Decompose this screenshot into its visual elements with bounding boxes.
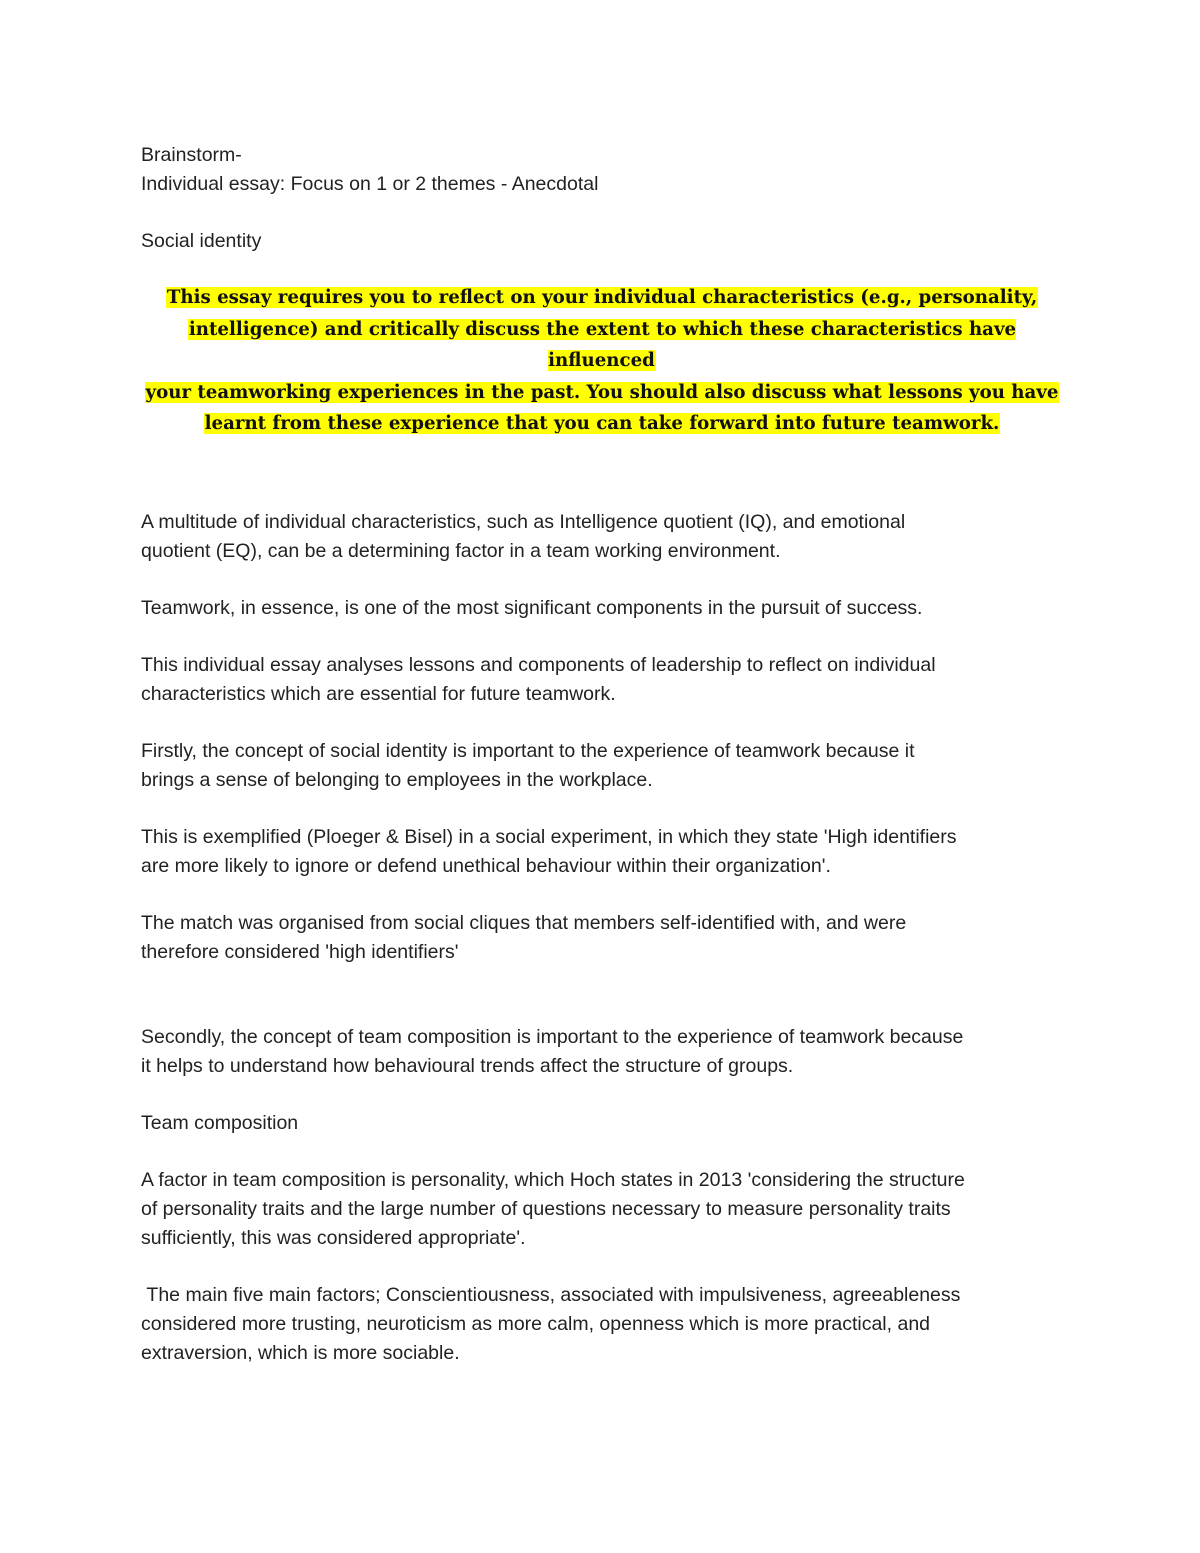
paragraph-line: This individual essay analyses lessons and components of leadership to reflect on individual bbox=[141, 653, 936, 676]
paragraph-line: sufficiently, this was considered appropriate'. bbox=[141, 1226, 526, 1249]
paragraph-line: it helps to understand how behavioural trends affect the structure of groups. bbox=[141, 1054, 794, 1077]
paragraph bbox=[141, 823, 1061, 881]
paragraph-line: brings a sense of belonging to employees in the workplace. bbox=[141, 768, 653, 791]
paragraph bbox=[141, 909, 1061, 967]
paragraph-line: Firstly, the concept of social identity is important to the experience of teamwork because it bbox=[141, 739, 915, 762]
paragraph-line: The main five main factors; Conscientiousness, associated with impulsiveness, agreeableness bbox=[141, 1283, 961, 1306]
paragraph-line: A multitude of individual characteristics, such as Intelligence quotient (IQ), and emotional bbox=[141, 510, 906, 533]
paragraph bbox=[141, 1281, 1061, 1368]
heading-line-2: Individual essay: Focus on 1 or 2 themes - Anecdotal bbox=[141, 173, 599, 195]
paragraph-line: are more likely to ignore or defend unethical behaviour within their organization'. bbox=[141, 854, 831, 877]
paragraph-line: characteristics which are essential for future teamwork. bbox=[141, 682, 616, 705]
paragraph bbox=[141, 1166, 1061, 1253]
paragraph-line: of personality traits and the large number of questions necessary to measure personality traits bbox=[141, 1197, 951, 1220]
subheading-social-identity: Social identity bbox=[141, 230, 262, 252]
paragraph-line: Teamwork, in essence, is one of the most significant components in the pursuit of success. bbox=[141, 596, 923, 619]
essay-prompt-line: This essay requires you to reflect on your individual characteristics (e.g., personality, bbox=[166, 287, 1038, 308]
paragraph bbox=[141, 737, 1061, 795]
essay-prompt-line: your teamworking experiences in the past. You should also discuss what lessons you have bbox=[145, 381, 1059, 403]
paragraph-line: This is exemplified (Ploeger & Bisel) in a social experiment, in which they state 'High identifiers bbox=[141, 825, 957, 848]
paragraph-line: A factor in team composition is personality, which Hoch states in 2013 'considering the structure bbox=[141, 1168, 965, 1191]
paragraph-line: Secondly, the concept of team composition is important to the experience of teamwork because bbox=[141, 1025, 964, 1048]
paragraph bbox=[141, 651, 1061, 709]
paragraph-line: considered more trusting, neuroticism as more calm, openness which is more practical, and bbox=[141, 1312, 931, 1335]
essay-prompt-line: intelligence) and critically discuss the extent to which these characteristics have influenced bbox=[188, 318, 1017, 371]
paragraph bbox=[141, 508, 1061, 566]
paragraph-line: quotient (EQ), can be a determining factor in a team working environment. bbox=[141, 539, 781, 562]
document-body bbox=[141, 141, 1061, 1368]
paragraph-line: therefore considered 'high identifiers' bbox=[141, 940, 459, 963]
paragraph bbox=[141, 594, 1061, 623]
heading-line-1: Brainstorm- bbox=[141, 144, 242, 166]
subheading-team-composition bbox=[141, 1109, 1061, 1138]
essay-prompt-line: learnt from these experience that you can take forward into future teamwork. bbox=[204, 413, 1000, 434]
paragraph-line: The match was organised from social cliques that members self-identified with, and were bbox=[141, 911, 907, 934]
paragraph bbox=[141, 1023, 1061, 1081]
paragraph-line: Team composition bbox=[141, 1111, 299, 1134]
essay-prompt bbox=[137, 282, 1067, 440]
paragraph-line: extraversion, which is more sociable. bbox=[141, 1341, 460, 1364]
